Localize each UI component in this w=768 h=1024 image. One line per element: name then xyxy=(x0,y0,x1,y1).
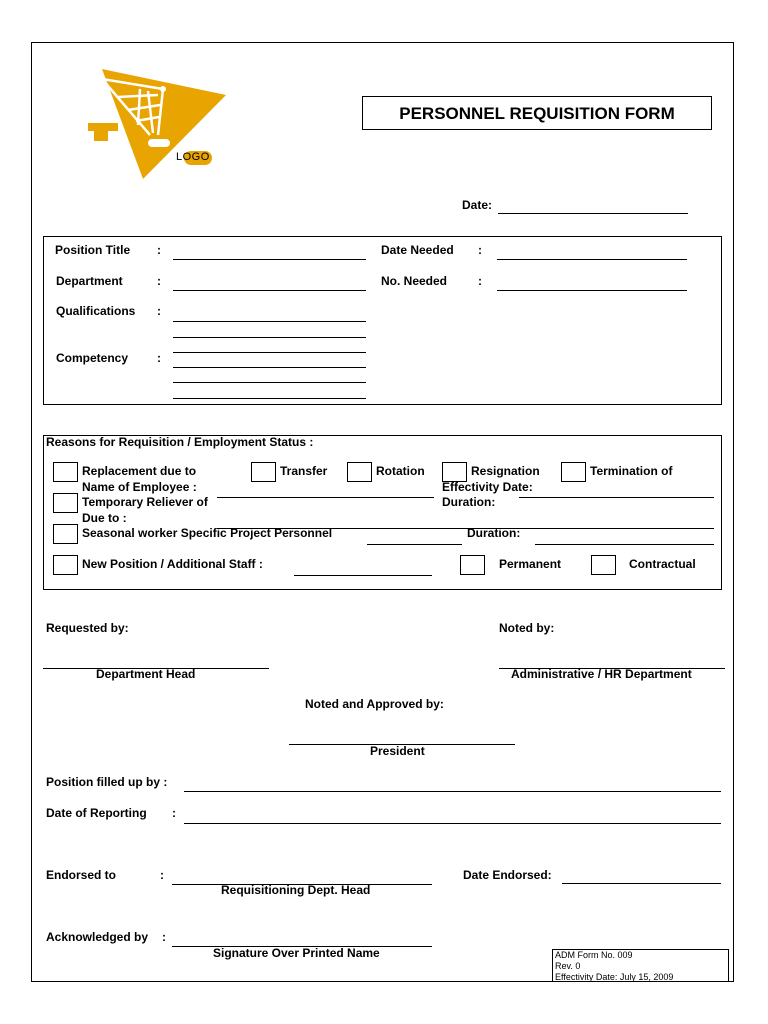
new-position-checkbox[interactable] xyxy=(53,555,78,575)
colon: : xyxy=(157,274,161,288)
seasonal-label: Seasonal worker Specific Project Personnel xyxy=(82,526,333,540)
position-filled-by-label: Position filled up by : xyxy=(46,775,168,789)
no-needed-field[interactable] xyxy=(497,290,687,291)
effectivity-date: Effectivity Date: July 15, 2009 xyxy=(555,972,674,982)
signature-caption: Signature Over Printed Name xyxy=(213,946,380,960)
reasons-section xyxy=(43,435,722,590)
date-label: Date: xyxy=(462,198,493,212)
department-field[interactable] xyxy=(173,290,366,291)
duration-label: Duration: xyxy=(442,495,496,509)
competency-field-3[interactable] xyxy=(173,382,366,383)
competency-label: Competency xyxy=(56,351,129,365)
form-page xyxy=(31,42,734,982)
termination-label: Termination of xyxy=(590,464,673,478)
temporary-reliever-field[interactable] xyxy=(217,497,434,498)
contractual-checkbox[interactable] xyxy=(591,555,616,575)
position-title-field[interactable] xyxy=(173,259,366,260)
requisitioning-head-caption: Requisitioning Dept. Head xyxy=(221,883,371,897)
competency-field-1[interactable] xyxy=(173,352,366,353)
colon: : xyxy=(162,930,166,944)
qualifications-field-1[interactable] xyxy=(173,321,366,322)
duration-2-field[interactable] xyxy=(535,544,714,545)
form-title: PERSONNEL REQUISITION FORM xyxy=(399,104,675,123)
date-needed-field[interactable] xyxy=(497,259,687,260)
resignation-label: Resignation xyxy=(471,464,540,478)
rotation-label: Rotation xyxy=(376,464,425,478)
new-position-field[interactable] xyxy=(294,575,432,576)
replacement-checkbox[interactable] xyxy=(53,462,78,482)
endorsed-to-label: Endorsed to xyxy=(46,868,117,882)
colon: : xyxy=(160,868,164,882)
noted-by-label: Noted by: xyxy=(499,621,555,635)
seasonal-field[interactable] xyxy=(367,544,462,545)
competency-field-2[interactable] xyxy=(173,367,366,368)
permanent-label: Permanent xyxy=(499,557,562,571)
temporary-reliever-checkbox[interactable] xyxy=(53,493,78,513)
colon: : xyxy=(478,274,482,288)
revision: Rev. 0 xyxy=(555,961,581,971)
qualifications-label: Qualifications xyxy=(56,304,136,318)
date-field[interactable] xyxy=(498,213,688,214)
rotation-checkbox[interactable] xyxy=(347,462,372,482)
transfer-label: Transfer xyxy=(280,464,328,478)
date-of-reporting-label: Date of Reporting xyxy=(46,806,147,820)
admin-hr-caption: Administrative / HR Department xyxy=(511,667,692,681)
colon: : xyxy=(157,243,161,257)
reasons-heading: Reasons for Requisition / Employment Status : xyxy=(46,435,314,449)
due-to-label: Due to : xyxy=(82,511,127,525)
colon: : xyxy=(172,806,176,820)
resignation-checkbox[interactable] xyxy=(442,462,467,482)
duration-field[interactable] xyxy=(519,497,714,498)
permanent-checkbox[interactable] xyxy=(460,555,485,575)
contractual-label: Contractual xyxy=(629,557,696,571)
department-head-caption: Department Head xyxy=(96,667,196,681)
new-position-label: New Position / Additional Staff : xyxy=(82,557,263,571)
position-section xyxy=(43,236,722,405)
form-title-box xyxy=(362,96,712,130)
date-endorsed-field[interactable] xyxy=(562,883,721,884)
seasonal-checkbox[interactable] xyxy=(53,524,78,544)
competency-field-4[interactable] xyxy=(173,398,366,399)
qualifications-field-2[interactable] xyxy=(173,337,366,338)
form-number: ADM Form No. 009 xyxy=(555,950,633,960)
transfer-checkbox[interactable] xyxy=(251,462,276,482)
effectivity-date-label: Effectivity Date: xyxy=(442,480,533,494)
duration-2-label: Duration: xyxy=(467,526,521,540)
acknowledged-by-label: Acknowledged by xyxy=(46,930,149,944)
date-of-reporting-field[interactable] xyxy=(184,823,721,824)
president-caption: President xyxy=(370,744,425,758)
requested-by-label: Requested by: xyxy=(46,621,129,635)
crane-logo-icon xyxy=(88,55,234,181)
date-needed-label: Date Needed xyxy=(381,243,454,257)
position-title-label: Position Title xyxy=(55,243,131,257)
name-of-employee-label: Name of Employee : xyxy=(82,480,197,494)
colon: : xyxy=(157,304,161,318)
replacement-label: Replacement due to xyxy=(82,464,197,478)
colon: : xyxy=(157,351,161,365)
department-label: Department xyxy=(56,274,123,288)
date-endorsed-label: Date Endorsed: xyxy=(463,868,552,882)
noted-approved-by-label: Noted and Approved by: xyxy=(305,697,444,711)
colon: : xyxy=(478,243,482,257)
temporary-reliever-label: Temporary Reliever of xyxy=(82,495,208,509)
termination-checkbox[interactable] xyxy=(561,462,586,482)
form-code-box xyxy=(552,949,729,982)
no-needed-label: No. Needed xyxy=(381,274,448,288)
logo-text: LOGO xyxy=(176,151,210,163)
position-filled-by-field[interactable] xyxy=(184,791,721,792)
